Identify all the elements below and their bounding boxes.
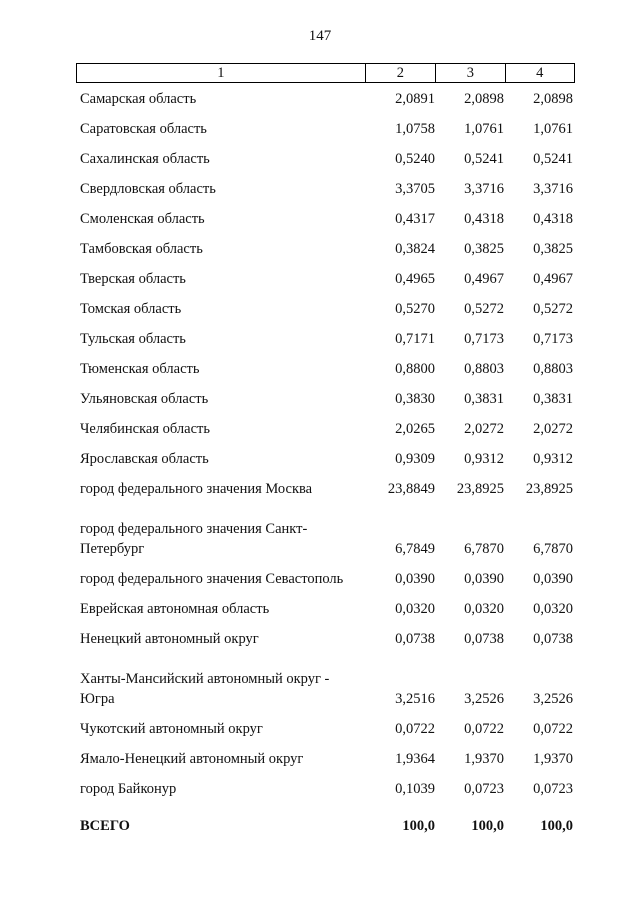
value-col-3: 6,7870: [464, 541, 504, 557]
value-col-3: 0,5272: [464, 301, 504, 317]
value-col-2: 0,4317: [395, 211, 435, 227]
table-row: [76, 263, 575, 293]
value-col-3: 0,0320: [464, 601, 504, 617]
value-col-2: 0,3830: [395, 391, 435, 407]
region-name: Сахалинская область: [80, 151, 210, 167]
value-col-4: 0,3831: [533, 391, 573, 407]
value-col-3: 0,4967: [464, 271, 504, 287]
table-row: [76, 623, 575, 653]
value-col-4: 0,8803: [533, 361, 573, 377]
value-col-3: 1,9370: [464, 751, 504, 767]
table-row: [76, 713, 575, 743]
table-row: [76, 233, 575, 263]
value-col-4: 0,0723: [533, 781, 573, 797]
value-col-4: 0,5272: [533, 301, 573, 317]
region-name: Свердловская область: [80, 181, 216, 197]
value-col-2: 0,5240: [395, 151, 435, 167]
value-col-2: 3,2516: [395, 691, 435, 707]
table-row: [76, 203, 575, 233]
region-name: Ярославская область: [80, 451, 209, 467]
value-col-2: 0,3824: [395, 241, 435, 257]
region-name: город Байконур: [80, 781, 177, 797]
value-col-2: 0,8800: [395, 361, 435, 377]
table-row: [76, 743, 575, 773]
total-col-3: 100,0: [471, 818, 504, 834]
total-col-4: 100,0: [540, 818, 573, 834]
table-row: [76, 593, 575, 623]
table-header: [76, 63, 575, 83]
value-col-4: 1,0761: [533, 121, 573, 137]
value-col-4: 0,7173: [533, 331, 573, 347]
value-col-4: 0,0722: [533, 721, 573, 737]
value-col-4: 0,5241: [533, 151, 573, 167]
region-name: Ямало-Ненецкий автономный округ: [80, 751, 304, 767]
value-col-3: 0,7173: [464, 331, 504, 347]
value-col-2: 0,5270: [395, 301, 435, 317]
value-col-3: 0,3825: [464, 241, 504, 257]
table-row: [76, 383, 575, 413]
value-col-4: 0,0738: [533, 631, 573, 647]
region-name: Тверская область: [80, 271, 186, 287]
page-number: 147: [308, 28, 332, 44]
header-col-4: 4: [505, 64, 574, 82]
value-col-4: 2,0898: [533, 91, 573, 107]
region-name: Саратовская область: [80, 121, 207, 137]
value-col-4: 0,0390: [533, 571, 573, 587]
value-col-3: 3,2526: [464, 691, 504, 707]
value-col-2: 1,9364: [395, 751, 435, 767]
value-col-2: 0,1039: [395, 781, 435, 797]
value-col-4: 6,7870: [533, 541, 573, 557]
region-name: город федерального значения Москва: [80, 481, 313, 497]
value-col-4: 3,2526: [533, 691, 573, 707]
value-col-3: 0,0390: [464, 571, 504, 587]
table-row: [76, 173, 575, 203]
region-name: Томская область: [80, 301, 182, 317]
region-name: Еврейская автономная область: [80, 601, 270, 617]
region-name: Чукотский автономный округ: [80, 721, 263, 737]
value-col-3: 1,0761: [464, 121, 504, 137]
table-row: [76, 83, 575, 113]
table-row: [76, 353, 575, 383]
value-col-3: 2,0272: [464, 421, 504, 437]
region-name: Ненецкий автономный округ: [80, 631, 259, 647]
value-col-4: 0,9312: [533, 451, 573, 467]
region-name: Самарская область: [80, 91, 197, 107]
region-name: Тульская область: [80, 331, 186, 347]
table-row: [76, 443, 575, 473]
region-name: Тамбовская область: [80, 241, 203, 257]
table-row: [76, 653, 575, 713]
value-col-4: 2,0272: [533, 421, 573, 437]
table-row: [76, 413, 575, 443]
table-row: [76, 323, 575, 353]
total-row: [76, 803, 575, 840]
value-col-3: 2,0898: [464, 91, 504, 107]
table-body: [76, 83, 575, 803]
value-col-2: 1,0758: [395, 121, 435, 137]
total-label: ВСЕГО: [80, 818, 130, 834]
value-col-3: 0,0723: [464, 781, 504, 797]
table-row: [76, 113, 575, 143]
header-col-2: 2: [365, 64, 435, 82]
table-row: [76, 293, 575, 323]
value-col-2: 2,0891: [395, 91, 435, 107]
value-col-2: 3,3705: [395, 181, 435, 197]
region-name: Смоленская область: [80, 211, 205, 227]
value-col-4: 0,4967: [533, 271, 573, 287]
value-col-2: 0,0722: [395, 721, 435, 737]
value-col-3: 0,4318: [464, 211, 504, 227]
value-col-4: 1,9370: [533, 751, 573, 767]
value-col-2: 0,9309: [395, 451, 435, 467]
region-name: Ульяновская область: [80, 391, 209, 407]
value-col-3: 23,8925: [456, 481, 504, 497]
value-col-4: 23,8925: [525, 481, 573, 497]
table-row: [76, 503, 575, 563]
value-col-3: 0,8803: [464, 361, 504, 377]
value-col-3: 3,3716: [464, 181, 504, 197]
table-row: [76, 773, 575, 803]
value-col-2: 6,7849: [395, 541, 435, 557]
value-col-2: 0,4965: [395, 271, 435, 287]
value-col-2: 23,8849: [387, 481, 435, 497]
region-name: город федерального значения Севастополь: [80, 571, 344, 587]
value-col-3: 0,0738: [464, 631, 504, 647]
header-col-3: 3: [435, 64, 504, 82]
value-col-4: 0,4318: [533, 211, 573, 227]
header-col-1: 1: [217, 64, 225, 81]
region-name: город федерального значения Санкт-Петербург: [80, 521, 308, 557]
data-table: [76, 63, 575, 840]
region-name: Челябинская область: [80, 421, 210, 437]
table-row: [76, 473, 575, 503]
value-col-3: 0,3831: [464, 391, 504, 407]
value-col-2: 2,0265: [395, 421, 435, 437]
table-row: [76, 563, 575, 593]
total-col-2: 100,0: [402, 818, 435, 834]
value-col-2: 0,7171: [395, 331, 435, 347]
region-name: Тюменская область: [80, 361, 200, 377]
value-col-3: 0,5241: [464, 151, 504, 167]
value-col-3: 0,0722: [464, 721, 504, 737]
value-col-2: 0,0320: [395, 601, 435, 617]
table-row: [76, 143, 575, 173]
value-col-3: 0,9312: [464, 451, 504, 467]
region-name: Ханты-Мансийский автономный округ - Югра: [80, 671, 330, 707]
value-col-4: 0,3825: [533, 241, 573, 257]
value-col-2: 0,0738: [395, 631, 435, 647]
value-col-4: 3,3716: [533, 181, 573, 197]
value-col-4: 0,0320: [533, 601, 573, 617]
value-col-2: 0,0390: [395, 571, 435, 587]
